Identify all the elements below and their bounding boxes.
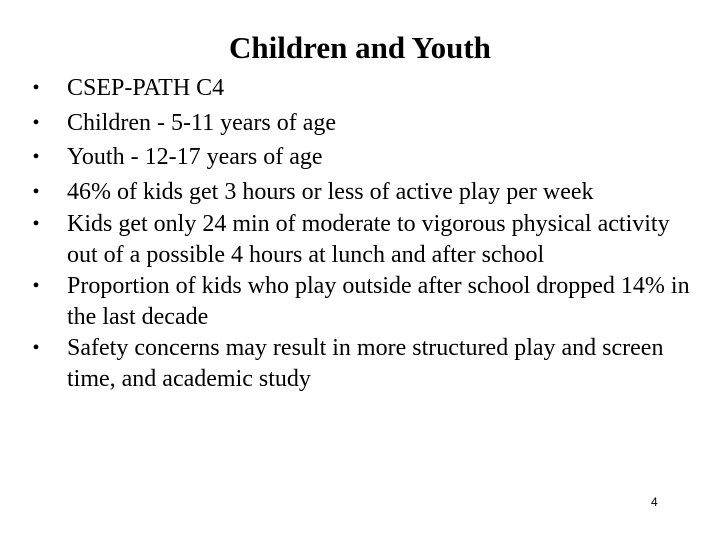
bullet-text: Safety concerns may result in more structured play and screen time, and academic study (67, 335, 664, 392)
bullet-icon: • (32, 180, 40, 203)
bullet-text: Kids get only 24 min of moderate to vigorous physical activity out of a possible 4 hours at lunch and after school (67, 211, 670, 268)
bullet-text: 46% of kids get 3 hours or less of active play per week (67, 178, 594, 205)
bullet-icon: • (32, 337, 40, 359)
page-number: 4 (651, 495, 658, 509)
bullet-icon: • (32, 111, 40, 134)
bullet-item (30, 271, 700, 333)
bullet-item (30, 106, 700, 141)
bullet-text: CSEP-PATH C4 (67, 75, 225, 101)
bullet-text: Youth - 12-17 years of age (67, 144, 323, 170)
bullet-icon: • (32, 77, 40, 99)
bullet-icon: • (32, 146, 40, 168)
bullet-item (30, 175, 700, 210)
bullet-item (30, 209, 700, 271)
bullet-item (30, 140, 700, 175)
slide-title: Children and Youth (229, 30, 491, 65)
bullet-text: Proportion of kids who play outside after school dropped 14% in the last decade (67, 273, 690, 330)
bullet-item (30, 333, 700, 395)
bullet-icon: • (32, 275, 40, 297)
bullet-list (30, 71, 700, 395)
bullet-icon: • (32, 213, 40, 235)
bullet-text: Children - 5-11 years of age (67, 109, 337, 136)
bullet-item (30, 71, 700, 106)
